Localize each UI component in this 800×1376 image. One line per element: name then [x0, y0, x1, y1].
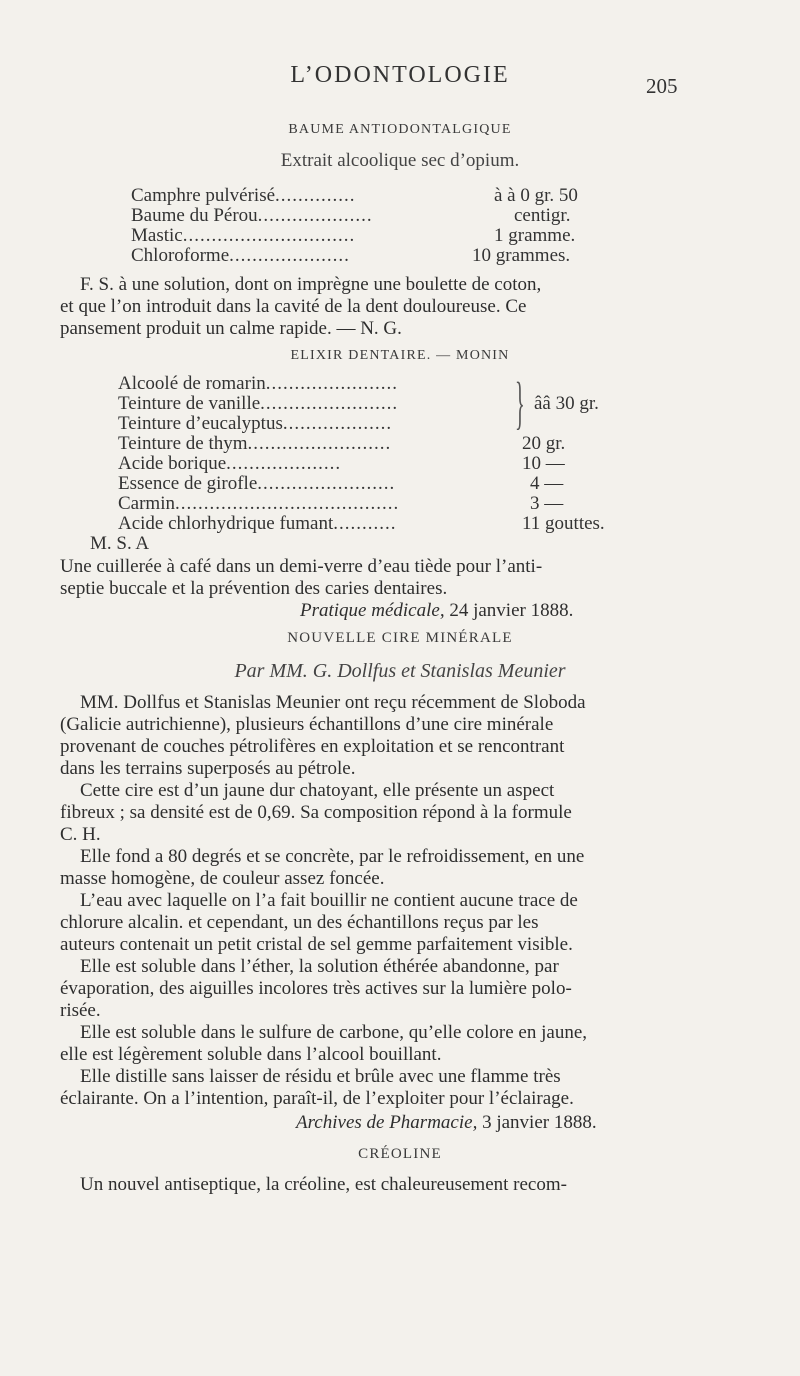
page-number: 205	[646, 74, 678, 98]
paragraph-line: MM. Dollfus et Stanislas Meunier ont reçu récemment de Sloboda	[80, 692, 586, 713]
recipe-line	[131, 186, 356, 205]
recipe-line	[131, 206, 373, 225]
ingredient-quantity: 4 —	[530, 473, 564, 494]
leader-dots: ....................	[257, 205, 373, 226]
ingredient-name: Alcoolé de romarin	[118, 373, 266, 394]
ingredient-name: Baume du Pérou	[131, 205, 258, 226]
ingredient-quantity: 1 gramme.	[494, 225, 576, 246]
ingredient-name: Teinture d’eucalyptus	[118, 413, 283, 434]
section-heading-cire: NOUVELLE CIRE MINÉRALE	[287, 630, 513, 646]
paragraph-line: auteurs contenait un petit cristal de sel gemme parfaitement visible.	[60, 934, 573, 955]
leader-dots: ....................	[226, 453, 342, 474]
source-date: 24 janvier 1888.	[449, 600, 574, 621]
recipe-line	[118, 394, 398, 413]
source-citation	[300, 600, 573, 622]
ingredient-name: Teinture de vanille	[118, 393, 261, 414]
leader-dots: ........................	[260, 393, 399, 414]
ingredient-quantity: 10 grammes.	[472, 245, 571, 266]
ingredient-name: Acide chlorhydrique fumant	[118, 513, 334, 534]
paragraph-line: risée.	[60, 1000, 101, 1021]
section-heading-elixir: ELIXIR DENTAIRE. — MONIN	[290, 348, 510, 363]
section-heading-creoline: CRÉOLINE	[358, 1146, 442, 1162]
leader-dots: .......................	[265, 373, 398, 394]
paragraph-line: évaporation, des aiguilles incolores très actives sur la lumière polo-	[60, 978, 572, 999]
paragraph-line: Elle distille sans laisser de résidu et brûle avec une flamme très	[80, 1066, 561, 1087]
recipe-line	[118, 494, 399, 513]
paragraph-line: Une cuillerée à café dans un demi-verre d’eau tiède pour l’anti-	[60, 556, 543, 577]
source-title: Archives de Pharmacie,	[296, 1112, 478, 1133]
source-title: Pratique médicale,	[300, 600, 445, 621]
paragraph-line: Un nouvel antiseptique, la créoline, est chaleureusement recom-	[80, 1174, 567, 1195]
ingredient-quantity: 3 —	[530, 493, 564, 514]
source-citation	[296, 1112, 597, 1134]
paragraph-line: septie buccale et la prévention des caries dentaires.	[60, 578, 448, 599]
msa-label: M. S. A	[90, 533, 150, 554]
paragraph-line: Cette cire est d’un jaune dur chatoyant, elle présente un aspect	[80, 780, 555, 801]
leader-dots: ..............................	[182, 225, 356, 246]
leader-dots: ..............	[275, 185, 356, 206]
paragraph-line: masse homogène, de couleur assez foncée.	[60, 868, 385, 889]
ingredient-quantity: 20 gr.	[522, 433, 566, 454]
journal-title: L’ODONTOLOGIE	[290, 62, 510, 88]
ingredient-name: Mastic	[131, 225, 183, 246]
paragraph-line: chlorure alcalin. et cependant, un des échantillons reçus par les	[60, 912, 539, 933]
ingredient-quantity: ââ 30 gr.	[534, 393, 599, 414]
paragraph-line: Elle est soluble dans le sulfure de carbone, qu’elle colore en jaune,	[80, 1022, 587, 1043]
paragraph-line: fibreux ; sa densité est de 0,69. Sa composition répond à la formule	[60, 802, 572, 823]
leader-dots: ...................	[282, 413, 393, 434]
ingredient-quantity: centigr.	[514, 205, 571, 226]
paragraph-line: elle est légèrement soluble dans l’alcool bouillant.	[60, 1044, 442, 1065]
paragraph-line: pansement produit un calme rapide. — N. G.	[60, 318, 402, 339]
ingredient-name: Essence de girofle	[118, 473, 258, 494]
leader-dots: .........................	[247, 433, 392, 454]
ingredient-name: Teinture de thym	[118, 433, 248, 454]
paragraph-line: F. S. à une solution, dont on imprègne une boulette de coton,	[80, 274, 542, 295]
ingredient-quantity: à à 0 gr. 50	[494, 185, 578, 206]
recipe-line	[118, 374, 398, 393]
section-heading-baume: BAUME ANTIODONTALGIQUE	[288, 122, 512, 137]
paragraph-line: (Galicie autrichienne), plusieurs échantillons d’une cire minérale	[60, 714, 554, 735]
ingredient-name: Chloroforme	[131, 245, 230, 266]
paragraph-line: Elle est soluble dans l’éther, la solution éthérée abandonne, par	[80, 956, 559, 977]
leader-dots: ...........	[333, 513, 397, 534]
ingredient-name: Camphre pulvérisé	[131, 185, 276, 206]
paragraph-line: provenant de couches pétrolifères en exploitation et se rencontrant	[60, 736, 565, 757]
recipe-line	[118, 454, 341, 473]
brace-glyph: }	[515, 370, 525, 435]
source-date: 3 janvier 1888.	[482, 1112, 597, 1133]
paragraph-line: L’eau avec laquelle on l’a fait bouillir ne contient aucune trace de	[80, 890, 578, 911]
recipe-line	[118, 474, 395, 493]
recipe-line	[131, 246, 350, 265]
recipe-line	[131, 226, 355, 245]
paragraph-line: et que l’on introduit dans la cavité de la dent douloureuse. Ce	[60, 296, 527, 317]
paragraph-line: Elle fond a 80 degrés et se concrète, par le refroidissement, en une	[80, 846, 585, 867]
leader-dots: .......................................	[175, 493, 400, 514]
ingredient-name: Carmin	[118, 493, 175, 514]
paragraph-line: éclairante. On a l’intention, paraît-il, de l’exploiter pour l’éclairage.	[60, 1088, 574, 1109]
article-byline: Par MM. G. Dollfus et Stanislas Meunier	[234, 660, 566, 682]
paragraph-line: dans les terrains superposés au pétrole.	[60, 758, 356, 779]
ingredient-name: Acide borique	[118, 453, 227, 474]
paragraph-line: C. H.	[60, 824, 101, 845]
ingredient-quantity: 10 —	[522, 453, 565, 474]
baume-subtitle: Extrait alcoolique sec d’opium.	[280, 150, 520, 171]
leader-dots: ........................	[257, 473, 396, 494]
leader-dots: .....................	[229, 245, 350, 266]
recipe-line	[118, 434, 391, 453]
recipe-line	[118, 514, 397, 533]
ingredient-quantity: 11 gouttes.	[522, 513, 605, 534]
recipe-line	[118, 414, 392, 433]
